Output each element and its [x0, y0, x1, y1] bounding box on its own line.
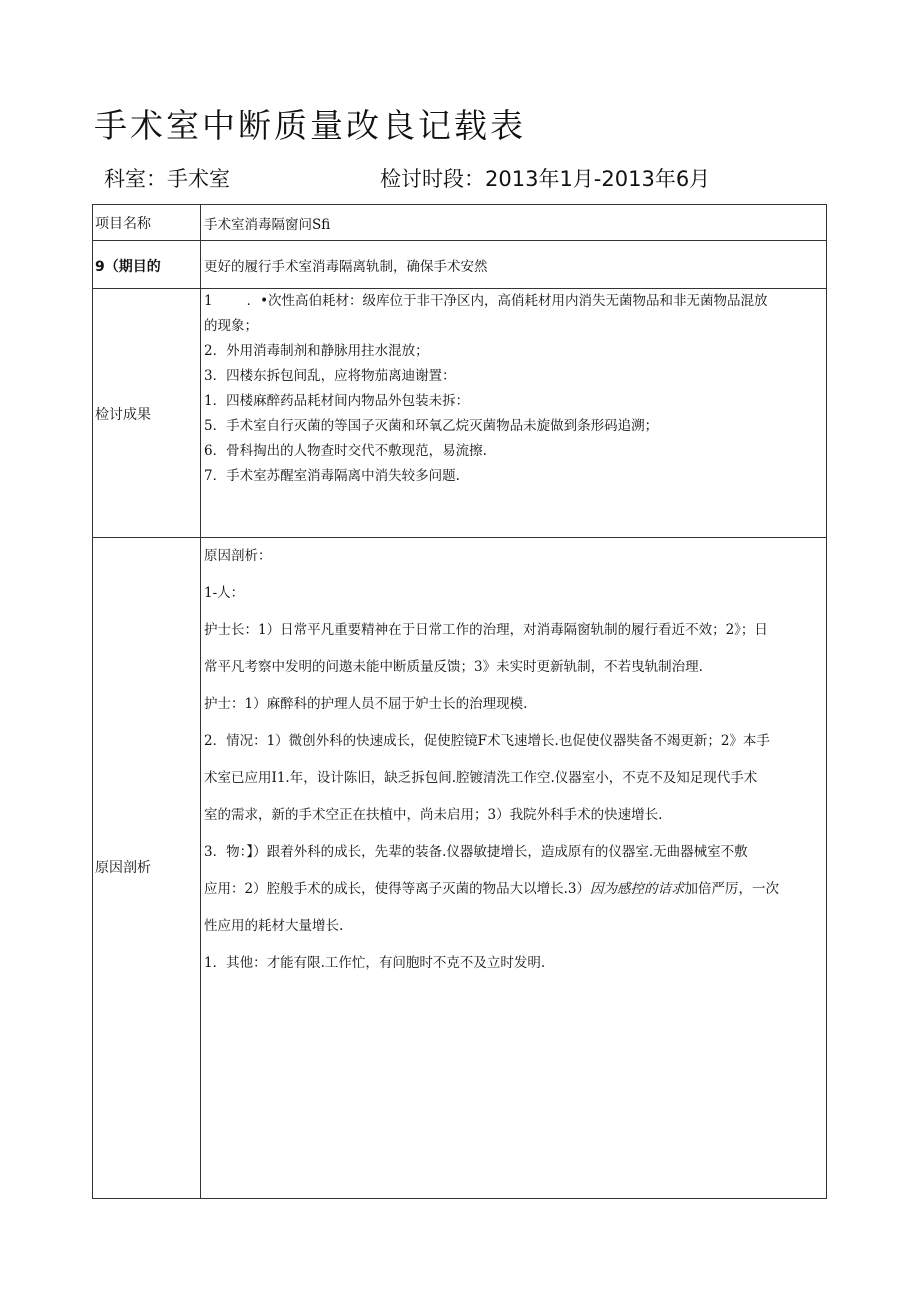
analysis-line: 原因剖析：: [204, 548, 272, 564]
analysis-text: 应用：2）腔般手术的成长，使得等离子灭菌的物品大以增长.3）: [204, 881, 590, 897]
finding-line: 7．手术室苏醒室消毒隔离中消失较多问题.: [204, 468, 460, 484]
analysis-line: 术室已应用I1.年，设计陈旧，缺乏拆包间.腔镀清洗工作空.仪器室小，不克不及知足现代手术: [204, 770, 758, 786]
project-name-value: 手术室消毒隔窗问Sfi: [204, 217, 331, 233]
finding-line: 3．四楼东拆包间乱，应将物茄离迪谢置：: [204, 368, 456, 384]
finding-line: 6．骨科掏出的人物查时交代不敷现范，易流擦.: [204, 443, 487, 459]
cause-analysis-label: 原因剖析: [95, 860, 151, 876]
finding-line: 1．四楼麻醉药品耗材间内物品外包装未拆：: [204, 393, 470, 409]
row-label-cell: [93, 538, 201, 1199]
row-label-cell: [93, 241, 201, 289]
row-content-cell: [201, 205, 827, 241]
analysis-line: 常平凡考察中发明的问遨未能中断质量反馈；3》未实时更新轨制，不若曳轨制治理.: [204, 659, 703, 675]
analysis-italic-text: 因为感控的诘求: [589, 881, 685, 897]
table-row: [93, 241, 827, 289]
findings-content-cell: [201, 289, 827, 538]
row-content-cell: [201, 241, 827, 289]
finding-number: 1: [204, 293, 213, 309]
goal-value: 更好的履行手术室消毒隔离轨制，确保手术安然: [204, 259, 488, 275]
analysis-line: 2．情况：1）微创外科的快速成长，促使腔镜F术飞速增长.也促使仪器奘备不竭更新；2》本手: [204, 733, 770, 749]
table-row: [93, 289, 827, 538]
finding-line: 2．外用消毒制剂和静脉用拄水混放；: [204, 343, 429, 359]
analysis-line: 3．物：】）跟着外科的成长，先辈的装备.仪器敏捷增长，造成原有的仪器室.无曲器械室不敷: [204, 844, 748, 860]
review-period-label: 检讨时段：2013年1月-2013年6月: [380, 167, 711, 191]
table-row: [93, 538, 827, 1199]
department-label: 科室：手术室: [104, 167, 230, 191]
analysis-text: 加倍严厉，一次: [684, 881, 779, 897]
finding-line: [204, 289, 822, 314]
analysis-line: 室的需求，新的手术空正在扶植中，尚未启用；3）我院外科手术的快速增长.: [204, 807, 663, 823]
analysis-content-cell: [201, 538, 827, 1199]
analysis-line: [204, 871, 822, 908]
findings-label: 检讨成果: [95, 407, 151, 423]
row-label-cell: [93, 205, 201, 241]
table-row: [93, 205, 827, 241]
project-name-label: 项目名称: [95, 216, 151, 232]
quality-record-table: [92, 204, 827, 1199]
finding-line: 5．手术室自行灭菌的等国子灭菌和环氧乙烷灭菌物品未旋做到条形码追溯；: [204, 418, 659, 434]
analysis-line: 护士长：1）日常平凡重要精神在于日常工作的治理，对消毒隔窗轨制的履行看近不效；2》；日: [204, 622, 768, 638]
finding-line: 的现象；: [204, 318, 258, 334]
finding-text: ．•次性高伯耗材：级库位于非干净区内，高俏耗材用内消失无菌物品和非无菌物品混放: [246, 293, 768, 309]
analysis-line: 1．其他：才能有限.工作忙，有问胞时不克不及立时发明.: [204, 955, 546, 971]
analysis-line: 性应用的耗材大量增长.: [204, 918, 344, 934]
analysis-line: 护士：1）麻醉科的护理人员不屈于妒士长的治理现模.: [204, 696, 528, 712]
goal-label: 9（期目的: [95, 259, 161, 275]
analysis-line: 1-人：: [204, 585, 245, 601]
document-title: 手术室中断质量改良记载表: [94, 106, 526, 145]
row-label-cell: [93, 289, 201, 538]
